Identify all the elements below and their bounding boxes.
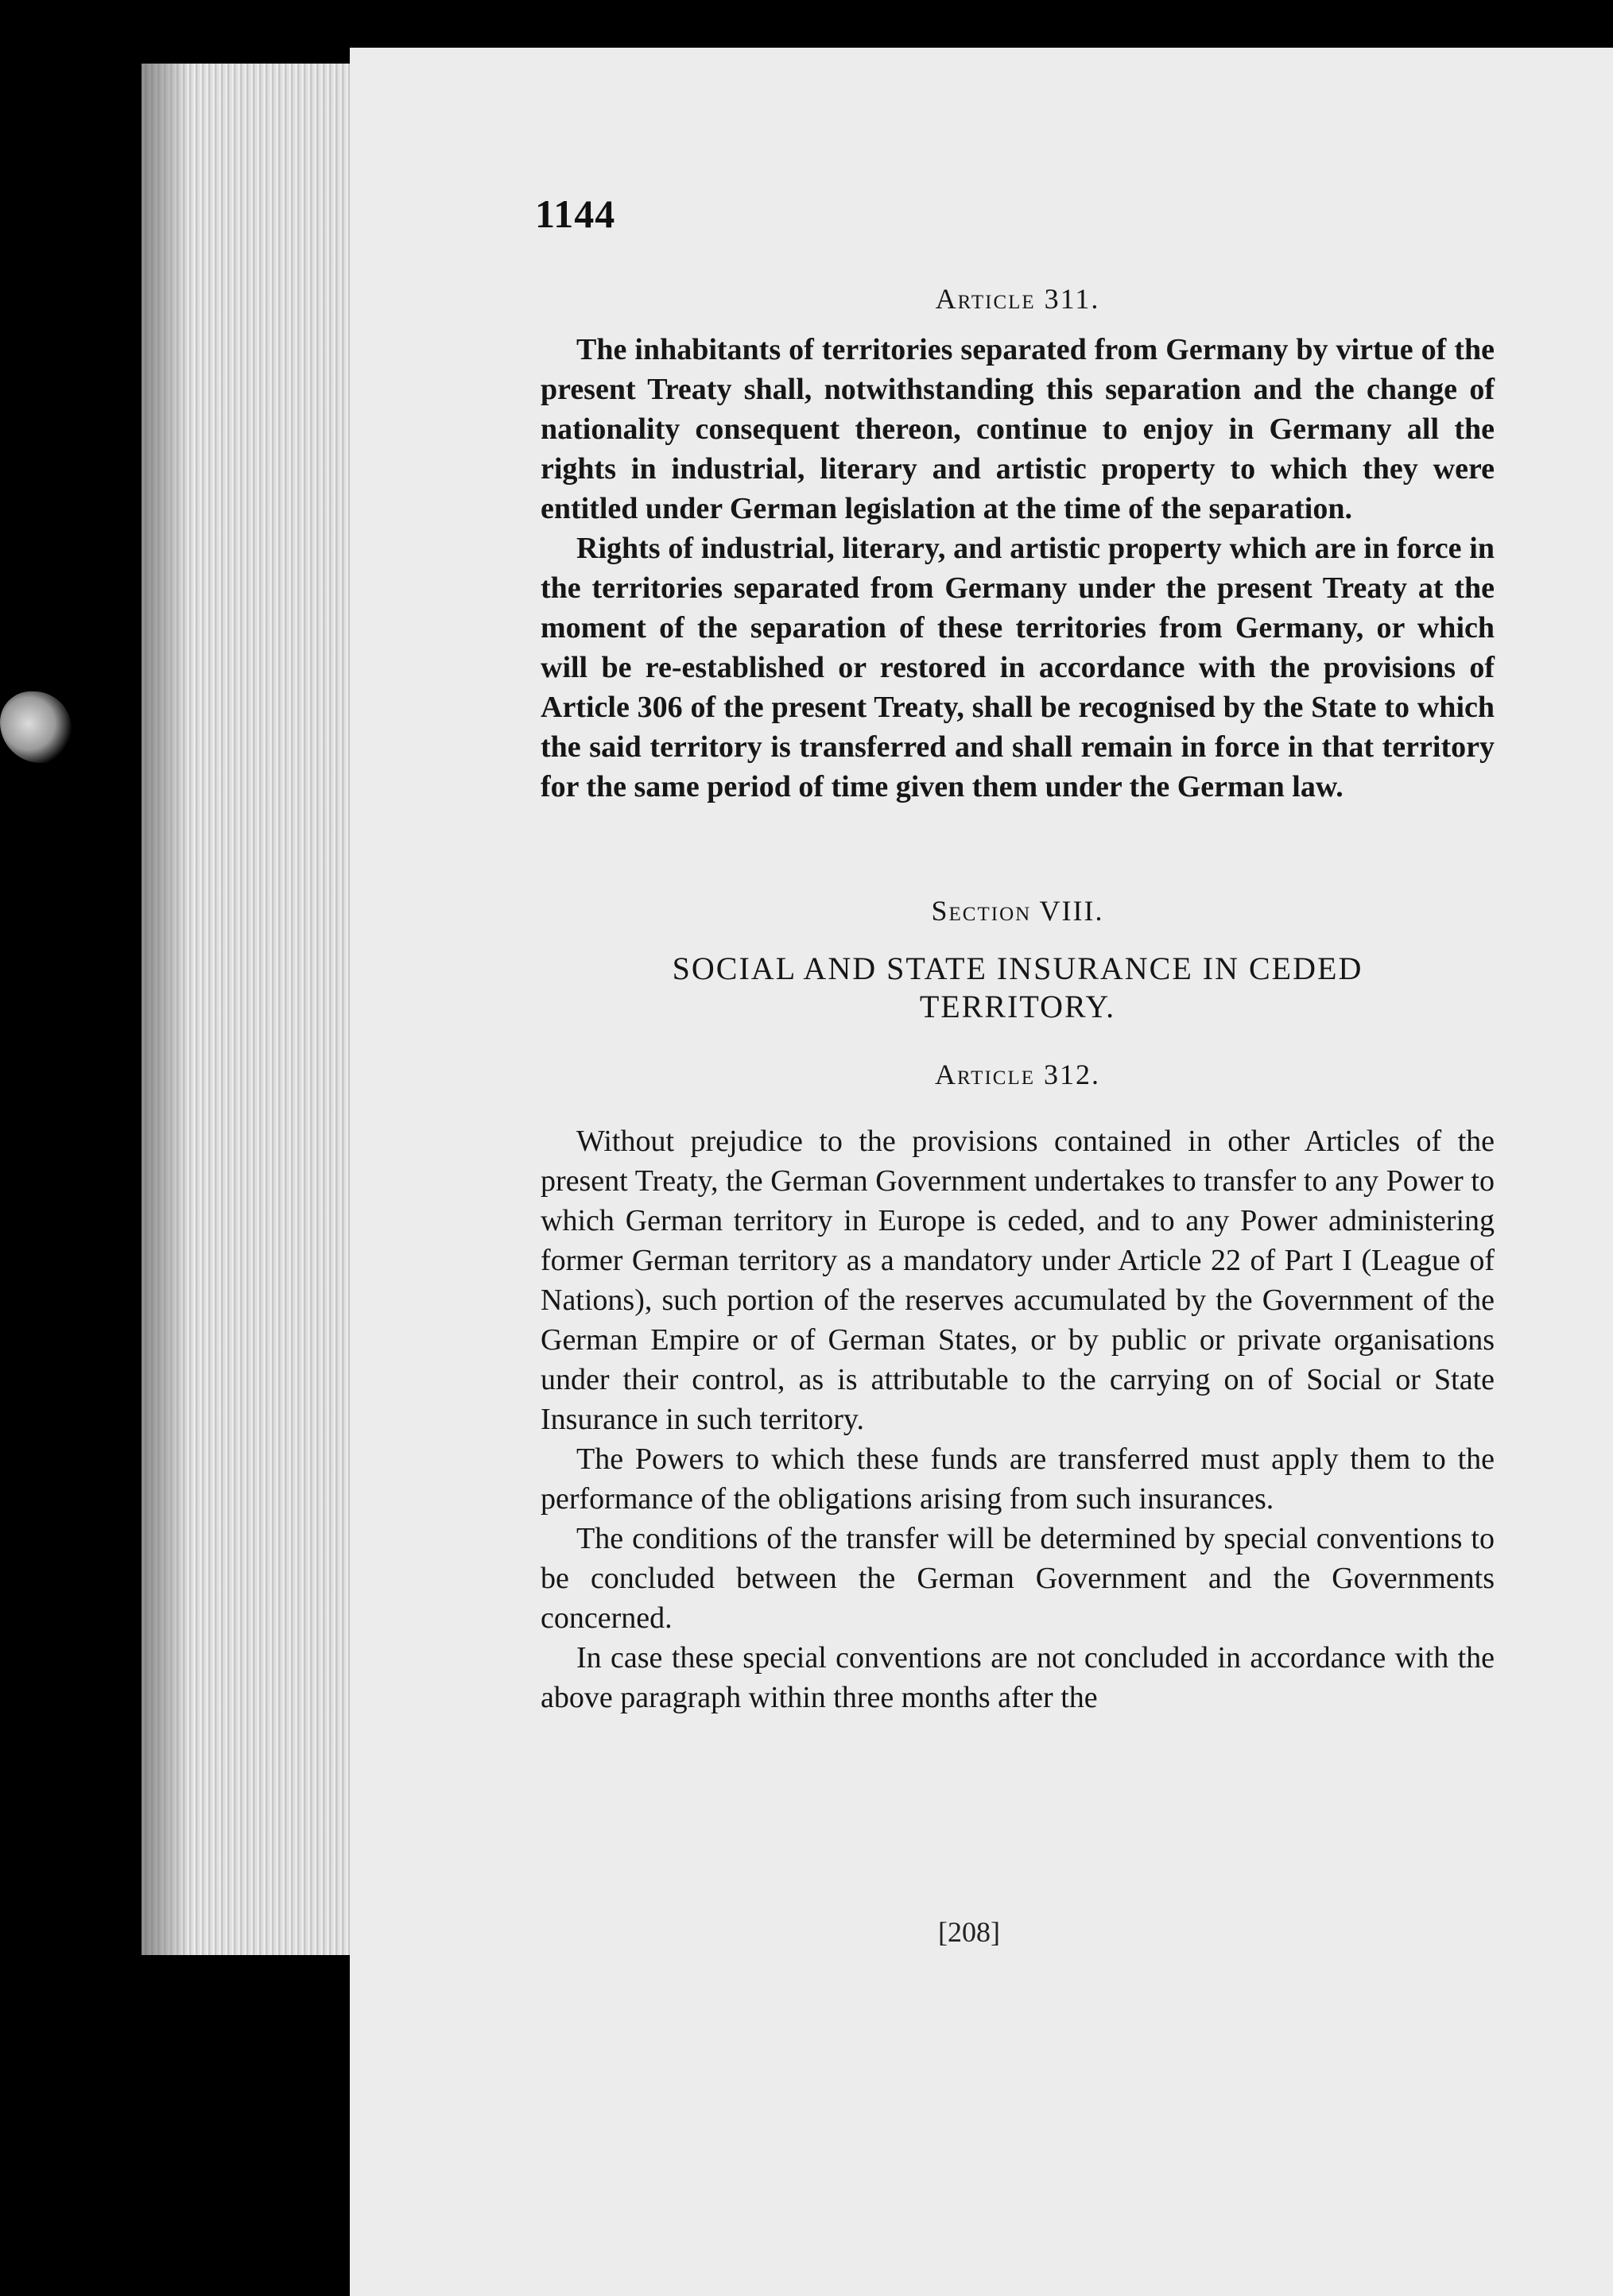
article-312-paragraph-4: In case these special conventions are not concluded in accordance with the above paragraph within three months after the xyxy=(541,1641,1495,1714)
page-edge-shadow xyxy=(142,64,189,1955)
article-311-heading: Article 311. xyxy=(935,283,1100,315)
section-title-line-2: TERRITORY. xyxy=(919,989,1116,1024)
page-body xyxy=(541,183,1495,1717)
page-number: 1144 xyxy=(535,192,616,236)
article-311-paragraph-1: The inhabitants of territories separated from Germany by virtue of the present Treaty shall, notwithstanding this separation and the change of nationality consequent thereon, continue to enjoy in Germany all the rights in industrial, literary and artistic property to which they were entitled under German legislation at the time of the separation. xyxy=(541,333,1495,525)
section-title-line-1: SOCIAL AND STATE INSURANCE IN CEDED xyxy=(672,951,1363,986)
article-312-paragraph-3: The conditions of the transfer will be determined by special conventions to be concluded between the German Government and the Governments concerned. xyxy=(541,1522,1495,1635)
scan-speck xyxy=(0,691,72,763)
article-312-paragraph-1: Without prejudice to the provisions contained in other Articles of the present Treaty, the German Government undertakes to transfer to any Power to which German territory in Europe is ceded, and to any Power administering former German territory as a mandatory under Article 22 of Part I (League of Nations), such portion of the reserves accumulated by the Government of the German Empire or of German States, or by public or private organisations under their control, as is attributable to the carrying on of Social or State Insurance in such territory. xyxy=(541,1125,1495,1436)
page-footer-number: [208] xyxy=(938,1916,1000,1948)
article-312-heading: Article 312. xyxy=(935,1059,1100,1090)
article-311-paragraph-2: Rights of industrial, literary, and artistic property which are in force in the territories separated from Germany under the present Treaty at the moment of the separation of these territories from Germany, or which will be re-established or restored in accordance with the provisions of Article 306 of the present Treaty, shall be recognised by the State to which the said territory is transferred and shall remain in force in that territory for the same period of time given them under the German law. xyxy=(541,532,1495,803)
article-312-paragraph-2: The Powers to which these funds are transferred must apply them to the performance of the obligations arising from such insurances. xyxy=(541,1442,1495,1516)
section-heading: Section VIII. xyxy=(931,895,1104,927)
